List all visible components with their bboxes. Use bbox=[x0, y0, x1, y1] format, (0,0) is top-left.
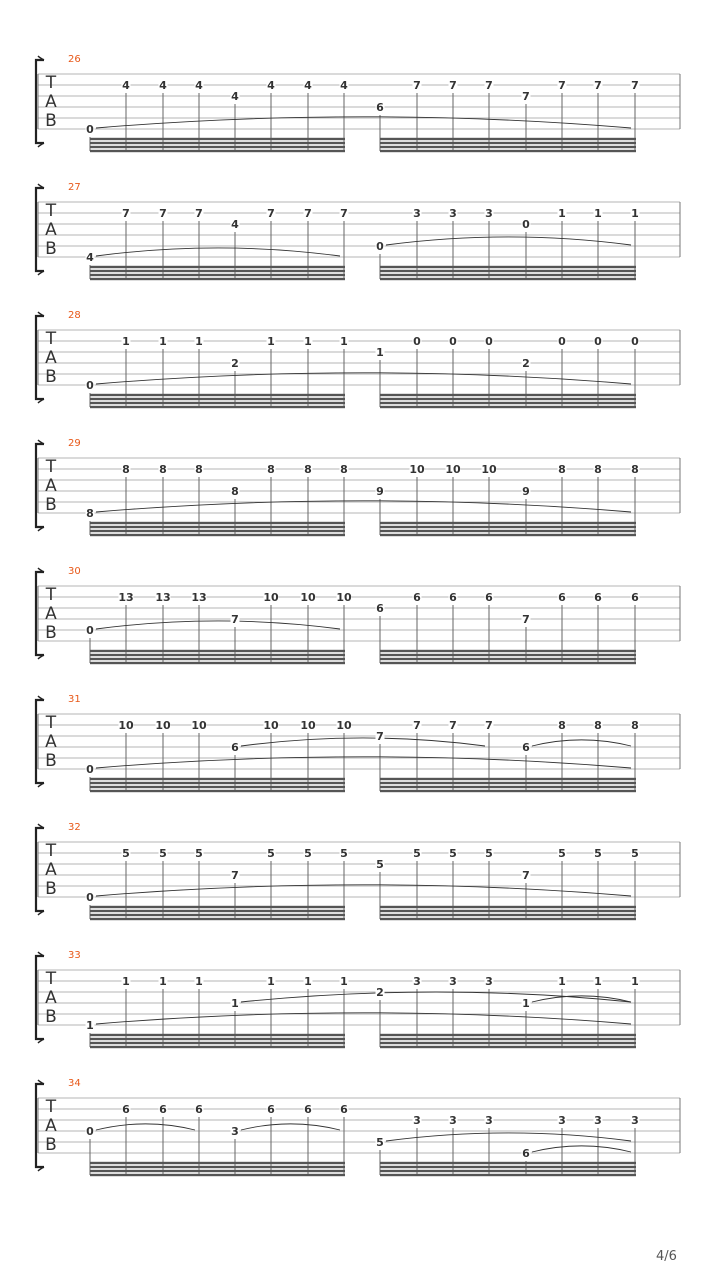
tab-system bbox=[36, 1078, 680, 1176]
beam bbox=[90, 526, 345, 528]
fret-number: 3 bbox=[631, 1114, 639, 1127]
fret-number: 1 bbox=[376, 346, 384, 359]
beam bbox=[380, 782, 636, 784]
fret-number: 10 bbox=[300, 591, 316, 604]
tab-clef-letter: A bbox=[45, 476, 57, 496]
tab-clef-letter: B bbox=[45, 239, 57, 259]
system-bracket bbox=[36, 956, 44, 1039]
fret-number: 0 bbox=[522, 218, 530, 231]
fret-number: 10 bbox=[409, 463, 425, 476]
beam bbox=[90, 142, 345, 144]
fret-number: 10 bbox=[481, 463, 497, 476]
beam bbox=[380, 522, 636, 524]
beam bbox=[380, 394, 636, 396]
fret-number: 8 bbox=[231, 485, 239, 498]
fret-number: 5 bbox=[195, 847, 203, 860]
fret-number: 3 bbox=[485, 207, 493, 220]
beam bbox=[90, 522, 345, 524]
beam bbox=[90, 534, 345, 536]
fret-number: 10 bbox=[445, 463, 461, 476]
beam bbox=[90, 274, 345, 276]
measure-number: 30 bbox=[68, 566, 81, 577]
tab-clef-letter: T bbox=[45, 201, 57, 221]
tab-clef-letter: T bbox=[45, 329, 57, 349]
fret-number: 1 bbox=[159, 975, 167, 988]
fret-number: 7 bbox=[122, 207, 130, 220]
fret-number: 7 bbox=[485, 79, 493, 92]
fret-number: 6 bbox=[522, 1147, 530, 1160]
tab-clef-letter: B bbox=[45, 623, 57, 643]
fret-number: 4 bbox=[86, 251, 94, 264]
fret-number: 4 bbox=[231, 218, 239, 231]
fret-number: 3 bbox=[413, 975, 421, 988]
fret-number: 0 bbox=[558, 335, 566, 348]
bracket-hook bbox=[38, 1080, 44, 1171]
fret-number: 6 bbox=[159, 1103, 167, 1116]
beam bbox=[380, 1174, 636, 1176]
beam bbox=[90, 138, 345, 140]
tab-system bbox=[36, 822, 680, 920]
tab-system bbox=[36, 438, 680, 536]
fret-number: 10 bbox=[191, 719, 207, 732]
measure-number: 26 bbox=[68, 54, 81, 65]
fret-number: 1 bbox=[558, 975, 566, 988]
fret-number: 10 bbox=[155, 719, 171, 732]
beam bbox=[380, 278, 636, 280]
tie-arc bbox=[386, 237, 631, 245]
fret-number: 6 bbox=[195, 1103, 203, 1116]
system-bracket bbox=[36, 188, 44, 271]
tab-clef-letter: A bbox=[45, 860, 57, 880]
fret-number: 5 bbox=[122, 847, 130, 860]
beam bbox=[380, 662, 636, 664]
fret-number: 1 bbox=[594, 207, 602, 220]
tab-system bbox=[36, 54, 680, 152]
tab-system bbox=[36, 950, 680, 1048]
fret-number: 3 bbox=[594, 1114, 602, 1127]
fret-number: 3 bbox=[485, 1114, 493, 1127]
fret-number: 1 bbox=[522, 997, 530, 1010]
beam bbox=[90, 270, 345, 272]
fret-number: 0 bbox=[86, 624, 94, 637]
beam bbox=[380, 534, 636, 536]
fret-number: 0 bbox=[86, 1125, 94, 1138]
tab-clef-letter: B bbox=[45, 367, 57, 387]
tab-clef-letter: B bbox=[45, 879, 57, 899]
beam bbox=[380, 406, 636, 408]
bracket-hook bbox=[38, 440, 44, 531]
tab-clef-letter: A bbox=[45, 988, 57, 1008]
beam bbox=[90, 650, 345, 652]
fret-number: 5 bbox=[340, 847, 348, 860]
bracket-hook bbox=[38, 184, 44, 275]
tab-clef-letter: B bbox=[45, 1135, 57, 1155]
beam bbox=[90, 910, 345, 912]
fret-number: 7 bbox=[231, 613, 239, 626]
fret-number: 5 bbox=[376, 858, 384, 871]
bracket-hook bbox=[38, 568, 44, 659]
fret-number: 1 bbox=[631, 975, 639, 988]
fret-number: 10 bbox=[336, 591, 352, 604]
measure-number: 29 bbox=[68, 438, 81, 449]
measure-number: 34 bbox=[68, 1078, 81, 1089]
beam bbox=[380, 1046, 636, 1048]
beam bbox=[380, 398, 636, 400]
system-bracket bbox=[36, 700, 44, 783]
fret-number: 7 bbox=[522, 613, 530, 626]
fret-number: 6 bbox=[449, 591, 457, 604]
tab-clef-letter: A bbox=[45, 604, 57, 624]
fret-number: 4 bbox=[159, 79, 167, 92]
beam bbox=[380, 270, 636, 272]
fret-number: 6 bbox=[631, 591, 639, 604]
tie-arc bbox=[532, 1146, 631, 1152]
fret-number: 0 bbox=[485, 335, 493, 348]
fret-number: 7 bbox=[449, 79, 457, 92]
fret-number: 8 bbox=[267, 463, 275, 476]
beam bbox=[380, 530, 636, 532]
fret-number: 5 bbox=[594, 847, 602, 860]
fret-number: 8 bbox=[340, 463, 348, 476]
beam bbox=[380, 914, 636, 916]
fret-number: 1 bbox=[267, 975, 275, 988]
fret-number: 1 bbox=[631, 207, 639, 220]
tab-clef-letter: B bbox=[45, 1007, 57, 1027]
beam bbox=[380, 790, 636, 792]
beam bbox=[90, 1034, 345, 1036]
tab-clef-letter: A bbox=[45, 348, 57, 368]
fret-number: 3 bbox=[413, 207, 421, 220]
fret-number: 5 bbox=[159, 847, 167, 860]
beam bbox=[90, 1174, 345, 1176]
beam bbox=[90, 150, 345, 152]
fret-number: 2 bbox=[522, 357, 530, 370]
beam bbox=[380, 274, 636, 276]
tab-system bbox=[36, 694, 680, 792]
beam bbox=[90, 778, 345, 780]
fret-number: 13 bbox=[155, 591, 171, 604]
fret-number: 8 bbox=[86, 507, 94, 520]
beam bbox=[90, 906, 345, 908]
beam bbox=[90, 394, 345, 396]
measure-number: 28 bbox=[68, 310, 81, 321]
beam bbox=[90, 654, 345, 656]
fret-number: 3 bbox=[413, 1114, 421, 1127]
bracket-hook bbox=[38, 824, 44, 915]
fret-number: 0 bbox=[86, 379, 94, 392]
bracket-hook bbox=[38, 696, 44, 787]
tab-clef-letter: T bbox=[45, 585, 57, 605]
measure-number: 31 bbox=[68, 694, 81, 705]
tie-arc bbox=[241, 992, 631, 1002]
tab-clef-letter: T bbox=[45, 841, 57, 861]
tab-clef-letter: B bbox=[45, 495, 57, 515]
measure-number: 33 bbox=[68, 950, 81, 961]
tab-clef-letter: A bbox=[45, 732, 57, 752]
fret-number: 8 bbox=[594, 719, 602, 732]
fret-number: 5 bbox=[376, 1136, 384, 1149]
beam bbox=[380, 918, 636, 920]
fret-number: 3 bbox=[449, 1114, 457, 1127]
beam bbox=[380, 266, 636, 268]
bracket-hook bbox=[38, 56, 44, 147]
fret-number: 3 bbox=[449, 975, 457, 988]
measure-number: 32 bbox=[68, 822, 81, 833]
beam bbox=[380, 138, 636, 140]
fret-number: 0 bbox=[413, 335, 421, 348]
tie-arc bbox=[532, 740, 631, 746]
fret-number: 1 bbox=[86, 1019, 94, 1032]
fret-number: 7 bbox=[195, 207, 203, 220]
beam bbox=[380, 654, 636, 656]
measure-number: 27 bbox=[68, 182, 81, 193]
system-bracket bbox=[36, 1084, 44, 1167]
tie-arc bbox=[96, 248, 340, 256]
fret-number: 5 bbox=[449, 847, 457, 860]
beam bbox=[90, 530, 345, 532]
fret-number: 7 bbox=[231, 869, 239, 882]
fret-number: 0 bbox=[631, 335, 639, 348]
tab-clef-letter: T bbox=[45, 713, 57, 733]
fret-number: 0 bbox=[86, 763, 94, 776]
fret-number: 7 bbox=[340, 207, 348, 220]
beam bbox=[380, 650, 636, 652]
fret-number: 7 bbox=[267, 207, 275, 220]
fret-number: 5 bbox=[485, 847, 493, 860]
fret-number: 3 bbox=[449, 207, 457, 220]
beam bbox=[90, 782, 345, 784]
fret-number: 1 bbox=[267, 335, 275, 348]
fret-number: 6 bbox=[231, 741, 239, 754]
fret-number: 0 bbox=[86, 891, 94, 904]
fret-number: 7 bbox=[159, 207, 167, 220]
tab-clef-letter: T bbox=[45, 73, 57, 93]
tab-clef-letter: B bbox=[45, 111, 57, 131]
fret-number: 3 bbox=[231, 1125, 239, 1138]
fret-number: 8 bbox=[195, 463, 203, 476]
beam bbox=[90, 786, 345, 788]
fret-number: 7 bbox=[594, 79, 602, 92]
system-bracket bbox=[36, 828, 44, 911]
beam bbox=[90, 790, 345, 792]
tie-arc bbox=[96, 621, 340, 629]
beam bbox=[90, 266, 345, 268]
beam bbox=[380, 1042, 636, 1044]
fret-number: 6 bbox=[376, 602, 384, 615]
fret-number: 0 bbox=[449, 335, 457, 348]
tab-system bbox=[36, 310, 680, 408]
fret-number: 6 bbox=[267, 1103, 275, 1116]
fret-number: 7 bbox=[413, 719, 421, 732]
fret-number: 8 bbox=[558, 463, 566, 476]
system-bracket bbox=[36, 316, 44, 399]
fret-number: 6 bbox=[122, 1103, 130, 1116]
beam bbox=[380, 146, 636, 148]
beam bbox=[380, 1166, 636, 1168]
fret-number: 1 bbox=[304, 975, 312, 988]
fret-number: 2 bbox=[376, 986, 384, 999]
fret-number: 1 bbox=[159, 335, 167, 348]
fret-number: 8 bbox=[631, 463, 639, 476]
beam bbox=[380, 150, 636, 152]
tab-clef-letter: A bbox=[45, 1116, 57, 1136]
fret-number: 6 bbox=[340, 1103, 348, 1116]
bracket-hook bbox=[38, 952, 44, 1043]
tie-arc bbox=[386, 1133, 631, 1141]
beam bbox=[380, 1170, 636, 1172]
fret-number: 6 bbox=[304, 1103, 312, 1116]
fret-number: 5 bbox=[413, 847, 421, 860]
beam bbox=[380, 1038, 636, 1040]
fret-number: 0 bbox=[594, 335, 602, 348]
fret-number: 13 bbox=[118, 591, 134, 604]
fret-number: 7 bbox=[631, 79, 639, 92]
tab-clef-letter: B bbox=[45, 751, 57, 771]
beam bbox=[90, 662, 345, 664]
beam bbox=[90, 1046, 345, 1048]
fret-number: 7 bbox=[522, 90, 530, 103]
beam bbox=[90, 406, 345, 408]
beam bbox=[380, 1162, 636, 1164]
fret-number: 10 bbox=[300, 719, 316, 732]
fret-number: 0 bbox=[376, 240, 384, 253]
fret-number: 1 bbox=[340, 975, 348, 988]
beam bbox=[380, 778, 636, 780]
tie-arc bbox=[96, 1124, 195, 1130]
fret-number: 5 bbox=[631, 847, 639, 860]
fret-number: 7 bbox=[304, 207, 312, 220]
system-bracket bbox=[36, 60, 44, 143]
beam bbox=[90, 914, 345, 916]
tie-arc bbox=[532, 996, 631, 1002]
fret-number: 7 bbox=[485, 719, 493, 732]
fret-number: 8 bbox=[594, 463, 602, 476]
fret-number: 3 bbox=[485, 975, 493, 988]
fret-number: 7 bbox=[413, 79, 421, 92]
fret-number: 10 bbox=[118, 719, 134, 732]
fret-number: 1 bbox=[231, 997, 239, 1010]
fret-number: 1 bbox=[558, 207, 566, 220]
fret-number: 9 bbox=[376, 485, 384, 498]
beam bbox=[90, 1166, 345, 1168]
fret-number: 1 bbox=[195, 975, 203, 988]
fret-number: 6 bbox=[594, 591, 602, 604]
fret-number: 4 bbox=[340, 79, 348, 92]
system-bracket bbox=[36, 444, 44, 527]
fret-number: 4 bbox=[304, 79, 312, 92]
beam bbox=[90, 1170, 345, 1172]
tab-clef-letter: T bbox=[45, 1097, 57, 1117]
fret-number: 6 bbox=[413, 591, 421, 604]
fret-number: 0 bbox=[86, 123, 94, 136]
fret-number: 8 bbox=[558, 719, 566, 732]
beam bbox=[90, 1038, 345, 1040]
fret-number: 10 bbox=[263, 719, 279, 732]
beam bbox=[380, 402, 636, 404]
beam bbox=[380, 910, 636, 912]
fret-number: 1 bbox=[304, 335, 312, 348]
beam bbox=[380, 906, 636, 908]
fret-number: 4 bbox=[231, 90, 239, 103]
beam bbox=[380, 526, 636, 528]
beam bbox=[380, 142, 636, 144]
fret-number: 7 bbox=[522, 869, 530, 882]
beam bbox=[90, 398, 345, 400]
beam bbox=[90, 1042, 345, 1044]
fret-number: 6 bbox=[376, 101, 384, 114]
tab-system bbox=[36, 566, 680, 664]
fret-number: 8 bbox=[304, 463, 312, 476]
tab-clef-letter: T bbox=[45, 969, 57, 989]
beam bbox=[90, 1162, 345, 1164]
fret-number: 3 bbox=[558, 1114, 566, 1127]
fret-number: 5 bbox=[304, 847, 312, 860]
fret-number: 2 bbox=[231, 357, 239, 370]
fret-number: 4 bbox=[122, 79, 130, 92]
fret-number: 1 bbox=[594, 975, 602, 988]
fret-number: 6 bbox=[558, 591, 566, 604]
tab-clef-letter: A bbox=[45, 220, 57, 240]
beam bbox=[90, 402, 345, 404]
fret-number: 1 bbox=[195, 335, 203, 348]
fret-number: 7 bbox=[449, 719, 457, 732]
fret-number: 13 bbox=[191, 591, 207, 604]
tie-arc bbox=[241, 1124, 340, 1130]
fret-number: 8 bbox=[122, 463, 130, 476]
system-bracket bbox=[36, 572, 44, 655]
tab-clef-letter: T bbox=[45, 457, 57, 477]
beam bbox=[380, 658, 636, 660]
tie-arc bbox=[241, 738, 485, 746]
fret-number: 1 bbox=[122, 975, 130, 988]
tab-clef-letter: A bbox=[45, 92, 57, 112]
fret-number: 8 bbox=[631, 719, 639, 732]
fret-number: 4 bbox=[195, 79, 203, 92]
fret-number: 7 bbox=[558, 79, 566, 92]
page-number: 4/6 bbox=[656, 1249, 677, 1264]
beam bbox=[90, 278, 345, 280]
fret-number: 5 bbox=[267, 847, 275, 860]
fret-number: 4 bbox=[267, 79, 275, 92]
beam bbox=[90, 918, 345, 920]
fret-number: 6 bbox=[522, 741, 530, 754]
fret-number: 10 bbox=[263, 591, 279, 604]
fret-number: 9 bbox=[522, 485, 530, 498]
fret-number: 6 bbox=[485, 591, 493, 604]
bracket-hook bbox=[38, 312, 44, 403]
fret-number: 1 bbox=[122, 335, 130, 348]
fret-number: 7 bbox=[376, 730, 384, 743]
beam bbox=[380, 1034, 636, 1036]
beam bbox=[90, 146, 345, 148]
beam bbox=[90, 658, 345, 660]
fret-number: 1 bbox=[340, 335, 348, 348]
fret-number: 10 bbox=[336, 719, 352, 732]
tab-system bbox=[36, 182, 680, 280]
fret-number: 8 bbox=[159, 463, 167, 476]
fret-number: 5 bbox=[558, 847, 566, 860]
beam bbox=[380, 786, 636, 788]
